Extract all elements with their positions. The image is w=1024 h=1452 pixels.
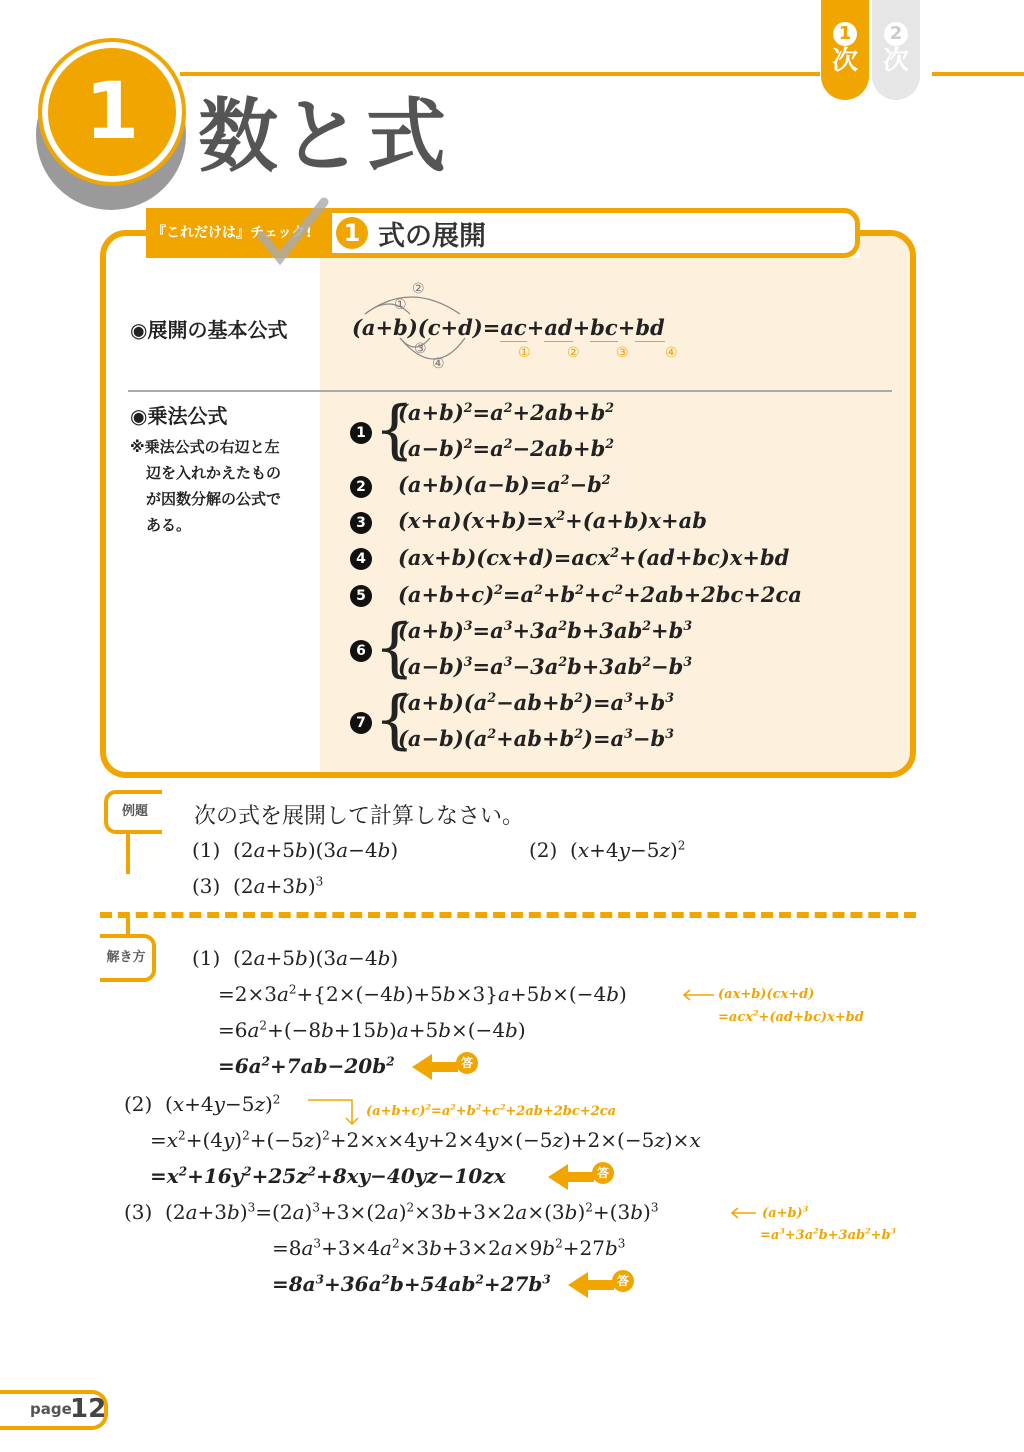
arc-label-3: ③ xyxy=(414,341,427,357)
tab-2ji-num: 2 xyxy=(884,22,908,46)
term-bd: bd xyxy=(635,315,665,340)
bullet-4: 4 xyxy=(350,548,372,570)
sol-q2-note: $(a+b+c)^2=a^2+b^2+c^2+2ab+2bc+2ca$ xyxy=(366,1102,617,1119)
sol-q2-answer: $=x^2+16y^2+25z^2+8xy-40yz-10zx$ xyxy=(150,1164,506,1188)
note-arrow-2-icon xyxy=(306,1098,366,1128)
bullet-6: 6 xyxy=(350,640,372,662)
sol-q1-num: (1) xyxy=(192,946,221,970)
header-rule-right xyxy=(932,72,1024,76)
mult-note xyxy=(130,434,281,538)
ex-q2-num: (2) xyxy=(529,838,558,862)
sol-q2-num: (2) xyxy=(124,1092,153,1116)
bullet-2: 2 xyxy=(350,476,372,498)
bullet-5: 5 xyxy=(350,585,372,607)
check-mark-icon xyxy=(252,196,332,276)
section-number: 1 xyxy=(336,217,368,249)
formula-2: $(a+b)(a-b)=a^2-b^2$ xyxy=(398,472,611,497)
tab-1ji-num: 1 xyxy=(833,22,857,46)
ex-q3: (3) $(2a+3b)^3$ xyxy=(192,874,324,898)
dashed-divider xyxy=(100,912,916,918)
brace-7: { xyxy=(374,683,415,757)
chapter-title: 数と式 xyxy=(198,90,450,183)
ex-q1: (1) (2a+5b)(3a−4b) xyxy=(192,838,399,862)
answer-badge-3: 答 xyxy=(612,1270,634,1292)
sol-q1-note-b: =acx$^2$+(ad+bc)x+bd xyxy=(718,1008,864,1025)
mult-note-line-4: ある。 xyxy=(146,516,192,534)
arc-label-4: ④ xyxy=(432,356,445,372)
example-instruction: 次の式を展開して計算しなさい。 xyxy=(194,804,525,829)
sol-q3-answer: $=8a^3+36a^2b+54ab^2+27b^3$ xyxy=(272,1272,551,1296)
basic-lhs: (a+b)(c+d) xyxy=(352,315,483,340)
ex-q2: (2) $(x+4y-5z)^2$ xyxy=(529,838,686,862)
formula-3: $(x+a)(x+b)=x^2+(a+b)x+ab$ xyxy=(398,508,707,533)
page-label: page xyxy=(30,1400,72,1418)
ex-q1-num: (1) xyxy=(192,838,221,862)
formula-5: $(a+b+c)^2=a^2+b^2+c^2+2ab+2bc+2ca$ xyxy=(398,582,802,607)
solution-tag-label: 解き方 xyxy=(106,950,146,965)
sol-q1-note-a: (ax+b)(cx+d) xyxy=(718,987,815,1002)
bullet-7: 7 xyxy=(350,712,372,734)
term-num-4: ④ xyxy=(665,345,678,361)
formula-4: (ax+b)(cx+d)=acx$^2$+(ad+bc)x+bd xyxy=(398,545,790,570)
mult-note-line-1: ※乗法公式の右辺と左 xyxy=(130,438,280,456)
basic-formula: (a+b)(c+d)=ac+ad+bc+bd xyxy=(352,315,665,340)
example-tag xyxy=(104,790,162,834)
mult-note-line-2: 辺を入れかえたもの xyxy=(146,464,282,482)
sol-q2: (2) $(x+4y-5z)^2$ xyxy=(124,1092,281,1116)
tab-1ji-label: 次 xyxy=(831,46,858,76)
tab-1ji[interactable] xyxy=(821,0,869,100)
term-ac: ac xyxy=(500,315,527,340)
arc-label-1: ① xyxy=(394,297,407,313)
basic-formula-label: ◉展開の基本公式 xyxy=(130,318,288,342)
sol-q3-note-a: $(a+b)^3$ xyxy=(762,1204,809,1221)
answer-badge-1: 答 xyxy=(456,1052,478,1074)
tab-2ji[interactable] xyxy=(872,0,920,100)
bullet-1: 1 xyxy=(350,422,372,444)
sol-q1-step2: $=6a^2+(-8b+15b)a+5b\times(-4b)$ xyxy=(218,1018,526,1042)
page-number: 12 xyxy=(70,1394,107,1424)
term-ad: ad xyxy=(544,315,573,340)
tab-2ji-label: 次 xyxy=(882,46,909,76)
bullet-3: 3 xyxy=(350,512,372,534)
answer-badge-2: 答 xyxy=(592,1162,614,1184)
sol-q3-num: (3) xyxy=(124,1200,153,1224)
formula-6a: $(a+b)^3=a^3+3a^2b+3ab^2+b^3$ xyxy=(398,618,693,643)
term-num-1: ① xyxy=(518,345,531,361)
section-title: 式の展開 xyxy=(378,221,486,252)
solution-tag-stem xyxy=(126,918,130,934)
note-arrow-3-icon xyxy=(728,1206,758,1220)
sol-q1-step1: $=2\times 3a^2+\{2\times(-4b)+5b\times 3\}a+5b\times(-4b)$ xyxy=(218,982,627,1006)
chapter-number: 1 xyxy=(42,42,182,182)
brace-6: { xyxy=(374,611,415,685)
mult-formula-label: ◉乗法公式 xyxy=(130,404,228,428)
basic-eq: = xyxy=(482,315,501,340)
brace-1: { xyxy=(374,393,415,467)
sol-q3: (3) $(2a+3b)^3=(2a)^3+3\times(2a)^2\times 3b+3\times 2a\times(3b)^2+(3b)^3$ xyxy=(124,1200,659,1224)
arc-label-2: ② xyxy=(412,281,425,297)
term-num-2: ② xyxy=(567,345,580,361)
ex-q3-num: (3) xyxy=(192,874,221,898)
sol-q3-note-b: $=a^3+3a^2b+3ab^2+b^3$ xyxy=(760,1226,896,1243)
box-divider xyxy=(128,390,892,392)
formula-1b: $(a-b)^2=a^2-2ab+b^2$ xyxy=(398,436,615,461)
note-arrow-1-icon xyxy=(680,988,716,1002)
solution-tag xyxy=(100,934,156,982)
formula-6b: $(a-b)^3=a^3-3a^2b+3ab^2-b^3$ xyxy=(398,654,693,679)
example-tag-label: 例題 xyxy=(121,804,148,819)
sol-q1-answer: $=6a^2+7ab-20b^2$ xyxy=(218,1054,395,1078)
example-tag-stem xyxy=(126,834,130,874)
mult-note-line-3: が因数分解の公式で xyxy=(146,490,282,508)
formula-7b: $(a-b)(a^2+ab+b^2)=a^3-b^3$ xyxy=(398,726,674,751)
sol-q3-step1: $=8a^3+3\times 4a^2\times 3b+3\times 2a\times 9b^2+27b^3$ xyxy=(272,1236,626,1260)
check-prefix: 『これだけは』チェック! xyxy=(152,225,312,241)
formula-7a: $(a+b)(a^2-ab+b^2)=a^3+b^3$ xyxy=(398,690,674,715)
formula-1a: $(a+b)^2=a^2+2ab+b^2$ xyxy=(398,400,615,425)
sol-q1: (1) (2a+5b)(3a−4b) xyxy=(192,946,399,970)
sol-q2-step1: $=x^2+(4y)^2+(-5z)^2+2\times x\times 4y+2\times 4y\times(-5z)+2\times(-5z)\times x$ xyxy=(150,1128,701,1152)
term-bc: bc xyxy=(590,315,618,340)
term-num-3: ③ xyxy=(616,345,629,361)
